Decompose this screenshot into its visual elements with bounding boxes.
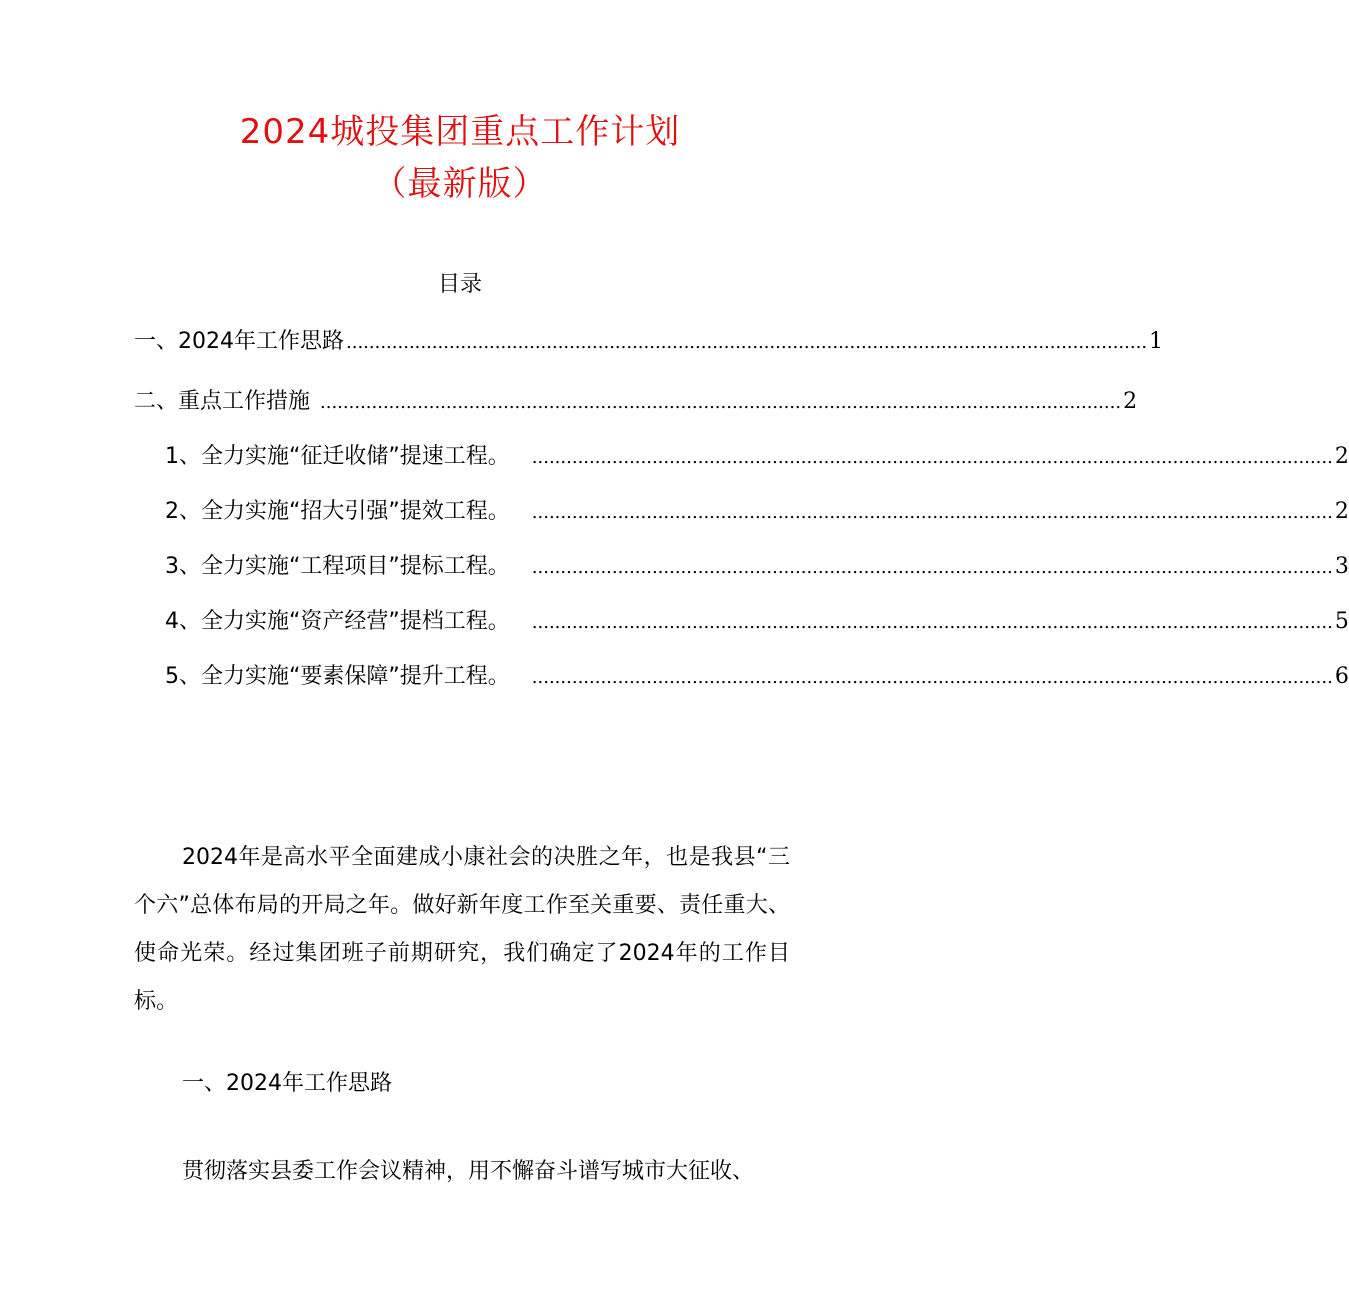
toc-page-number: 6 [1334,664,1349,689]
document-title: 2024城投集团重点工作计划 [239,112,681,152]
toc-entry[interactable] [134,387,1138,418]
toc-entry[interactable] [165,607,1349,638]
toc-entry[interactable] [134,327,1164,358]
toc-page-number: 2 [1334,444,1349,469]
toc-page-number: 2 [1334,499,1349,524]
toc-entry-text: 二、重点工作措施 [134,389,311,414]
toc-leader-dots: ............................................................................................................................................ [531,667,1333,688]
toc-entry-text: 3、全力实施“工程项目”提标工程。 [165,554,510,579]
document-subtitle: （最新版） [372,164,548,204]
toc-entry-text: 1、全力实施“征迁收储”提速工程。 [165,444,510,469]
section-heading: 一、2024年工作思路 [182,1071,392,1096]
toc-leader-dots: ............................................................................................................................................ [531,447,1333,468]
toc-leader-dots: ............................................................................................................................................ [531,557,1333,578]
toc-page-number: 1 [1149,329,1164,354]
toc-entry-text: 4、全力实施“资产经营”提档工程。 [165,609,510,634]
section-paragraph: 贯彻落实县委工作会议精神，用不懈奋斗谱写城市大征收、 [182,1159,755,1184]
toc-entry[interactable] [165,497,1349,528]
toc-entry[interactable] [165,662,1349,693]
toc-entry-text: 一、2024年工作思路 [134,329,344,354]
toc-leader-dots: ............................................................................................................................................ [346,332,1148,353]
toc-entry-text: 5、全力实施“要素保障”提升工程。 [165,664,510,689]
toc-entry[interactable] [165,442,1349,473]
toc-page-number: 3 [1334,554,1349,579]
toc-leader-dots: ............................................................................................................................................ [320,392,1122,413]
toc-page-number: 5 [1334,609,1349,634]
toc-entry-text: 2、全力实施“招大引强”提效工程。 [165,499,510,524]
toc-heading: 目录 [437,272,482,297]
toc-leader-dots: ............................................................................................................................................ [531,612,1333,633]
intro-paragraph: 2024年是高水平全面建成小康社会的决胜之年，也是我县“三个六”总体布局的开局之年。做好新年度工作至关重要、责任重大、使命光荣。经过集团班子前期研究，我们确定了2024年的工作目标。 [134,845,790,1014]
toc-entry[interactable] [165,552,1349,583]
toc-leader-dots: ............................................................................................................................................ [531,502,1333,523]
toc-page-number: 2 [1123,389,1138,414]
